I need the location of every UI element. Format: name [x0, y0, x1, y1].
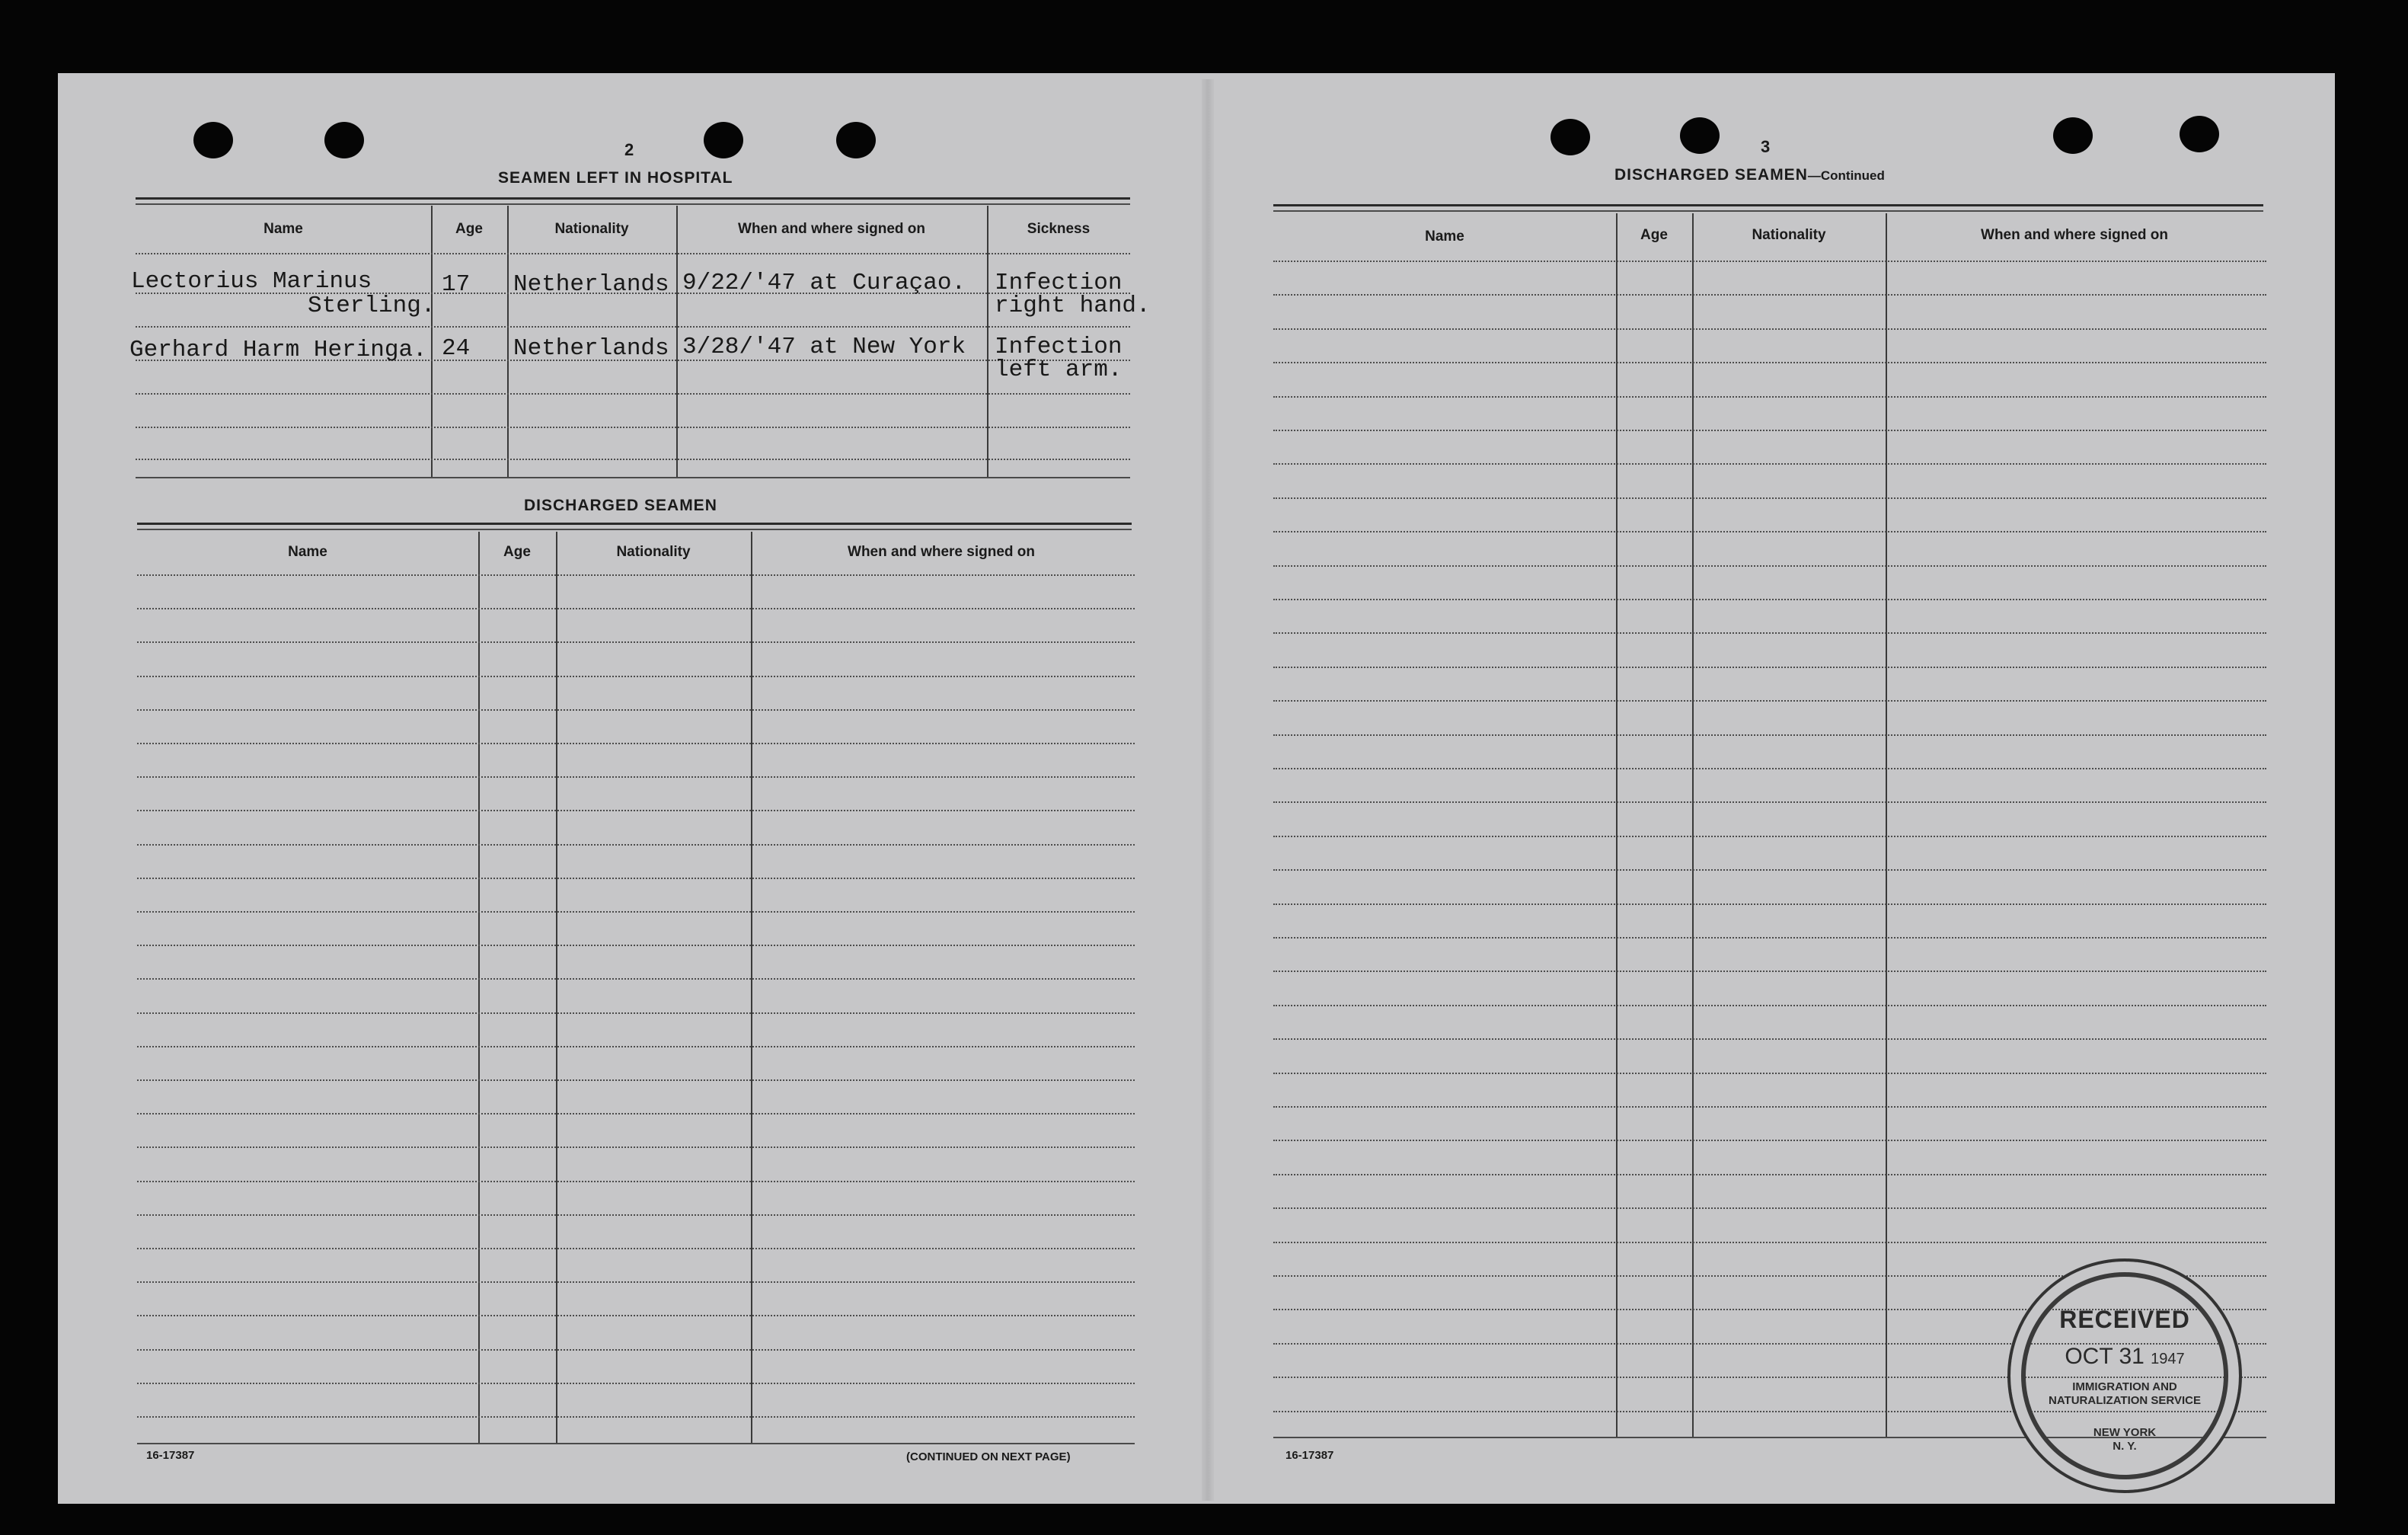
ruled-line: [1273, 261, 2266, 263]
ruled-line: [1273, 599, 2266, 601]
stamp-received: RECEIVED: [2059, 1306, 2190, 1333]
ruled-line: [137, 608, 1135, 610]
ruled-line: [137, 911, 1135, 913]
seaman-age: 24: [442, 335, 471, 362]
ruled-line: [137, 1046, 1135, 1048]
col-header-signed-on: When and where signed on: [1981, 227, 2168, 243]
punch-hole: [836, 122, 876, 158]
seaman-sickness-detail: left arm.: [995, 357, 1123, 383]
punch-hole: [2053, 117, 2093, 154]
ruled-line: [137, 1181, 1135, 1183]
ruled-line: [137, 1012, 1135, 1015]
ruled-line: [1273, 801, 2266, 804]
col-header-nationality: Nationality: [554, 221, 629, 237]
ruled-line: [137, 1315, 1135, 1317]
ruled-line: [1273, 768, 2266, 770]
col-header-name: Name: [263, 221, 303, 237]
received-stamp: [2007, 1258, 2242, 1493]
ruled-line: [1273, 531, 2266, 533]
seaman-signed-on: 9/22/'47 at Curaçao.: [682, 270, 966, 296]
form-number: 16-17387: [146, 1449, 195, 1462]
punch-hole: [193, 122, 233, 158]
ruled-line: [1273, 903, 2266, 906]
punch-hole: [1551, 119, 1590, 155]
seaman-signed-on: 3/28/'47 at New York: [682, 334, 966, 360]
ruled-line: [1273, 632, 2266, 635]
seaman-sickness: Infection: [995, 334, 1123, 360]
col-header-nationality: Nationality: [1752, 227, 1826, 243]
center-fold: [1202, 79, 1214, 1501]
ruled-line: [1273, 430, 2266, 432]
page-number-right: 3: [1761, 137, 1771, 156]
ruled-line: [137, 1349, 1135, 1351]
ruled-line: [1273, 463, 2266, 465]
stamp-service: IMMIGRATION AND NATURALIZATION SERVICE: [2049, 1380, 2202, 1407]
ruled-line: [1273, 1005, 2266, 1007]
ruled-line: [137, 810, 1135, 812]
col-header-age: Age: [1640, 227, 1668, 243]
ruled-line: [137, 574, 1135, 577]
col-header-age: Age: [503, 544, 531, 560]
ruled-line: [137, 978, 1135, 980]
ruled-line: [1273, 565, 2266, 568]
punch-hole: [2180, 116, 2219, 152]
stamp-location: NEW YORK N. Y.: [2093, 1426, 2157, 1453]
ruled-line: [1273, 700, 2266, 702]
ruled-line: [137, 844, 1135, 846]
discharged-continued-title: DISCHARGED SEAMEN—Continued: [1614, 166, 1885, 184]
punch-hole: [324, 122, 364, 158]
ruled-line: [1273, 1140, 2266, 1142]
col-header-name: Name: [1425, 229, 1464, 245]
ruled-line: [1273, 734, 2266, 737]
ruled-line: [1273, 497, 2266, 500]
ruled-line: [1273, 328, 2266, 331]
discharged-section-title: DISCHARGED SEAMEN: [524, 497, 717, 514]
ruled-line: [1273, 869, 2266, 871]
seaman-name: Lectorius Marinus: [131, 268, 372, 295]
ruled-line: [137, 1079, 1135, 1082]
seaman-age: 17: [442, 271, 471, 298]
col-header-name: Name: [288, 544, 327, 560]
ruled-line: [137, 641, 1135, 644]
seaman-nationality: Netherlands: [513, 271, 669, 298]
ruled-line: [1273, 667, 2266, 669]
hospital-section-title: SEAMEN LEFT IN HOSPITAL: [498, 169, 733, 187]
ruled-line: [1273, 396, 2266, 398]
continued-note: (CONTINUED ON NEXT PAGE): [906, 1450, 1071, 1463]
ruled-line: [1273, 1073, 2266, 1075]
ruled-line: [137, 945, 1135, 947]
ruled-line: [1273, 1174, 2266, 1176]
ruled-line: [137, 676, 1135, 678]
col-header-signed-on: When and where signed on: [848, 544, 1035, 560]
col-header-age: Age: [455, 221, 483, 237]
ruled-line: [1273, 1038, 2266, 1041]
ruled-line: [137, 1416, 1135, 1418]
col-header-nationality: Nationality: [616, 544, 691, 560]
punch-hole: [704, 122, 743, 158]
col-header-signed-on: When and where signed on: [738, 221, 925, 237]
ruled-line: [1273, 836, 2266, 838]
stamp-date: OCT 31 1947: [2065, 1344, 2185, 1369]
seaman-name-continued: Sterling.: [308, 293, 436, 319]
ruled-line: [137, 1383, 1135, 1385]
seaman-sickness: Infection: [995, 270, 1123, 296]
hospital-top-rule: [136, 197, 1130, 200]
ruled-line: [1273, 937, 2266, 939]
ruled-line: [137, 1281, 1135, 1284]
ruled-line: [1273, 1106, 2266, 1108]
form-sheet: [58, 73, 2335, 1504]
punch-hole: [1680, 117, 1720, 154]
seaman-nationality: Netherlands: [513, 335, 669, 362]
ruled-line: [137, 776, 1135, 779]
form-number: 16-17387: [1285, 1449, 1334, 1462]
page-number-left: 2: [624, 140, 634, 159]
seaman-sickness-detail: right hand.: [995, 293, 1151, 319]
ruled-line: [137, 1146, 1135, 1149]
ruled-line: [137, 1113, 1135, 1115]
ruled-line: [1273, 294, 2266, 296]
ruled-line: [137, 709, 1135, 712]
seaman-name: Gerhard Harm Heringa.: [129, 337, 427, 363]
ruled-line: [137, 1248, 1135, 1250]
ruled-line: [1273, 1207, 2266, 1210]
ruled-line: [137, 743, 1135, 745]
ruled-line: [1273, 971, 2266, 973]
ruled-line: [1273, 1242, 2266, 1244]
ruled-line: [137, 1214, 1135, 1217]
col-header-sickness: Sickness: [1027, 221, 1091, 237]
ruled-line: [1273, 362, 2266, 364]
ruled-line: [137, 878, 1135, 880]
